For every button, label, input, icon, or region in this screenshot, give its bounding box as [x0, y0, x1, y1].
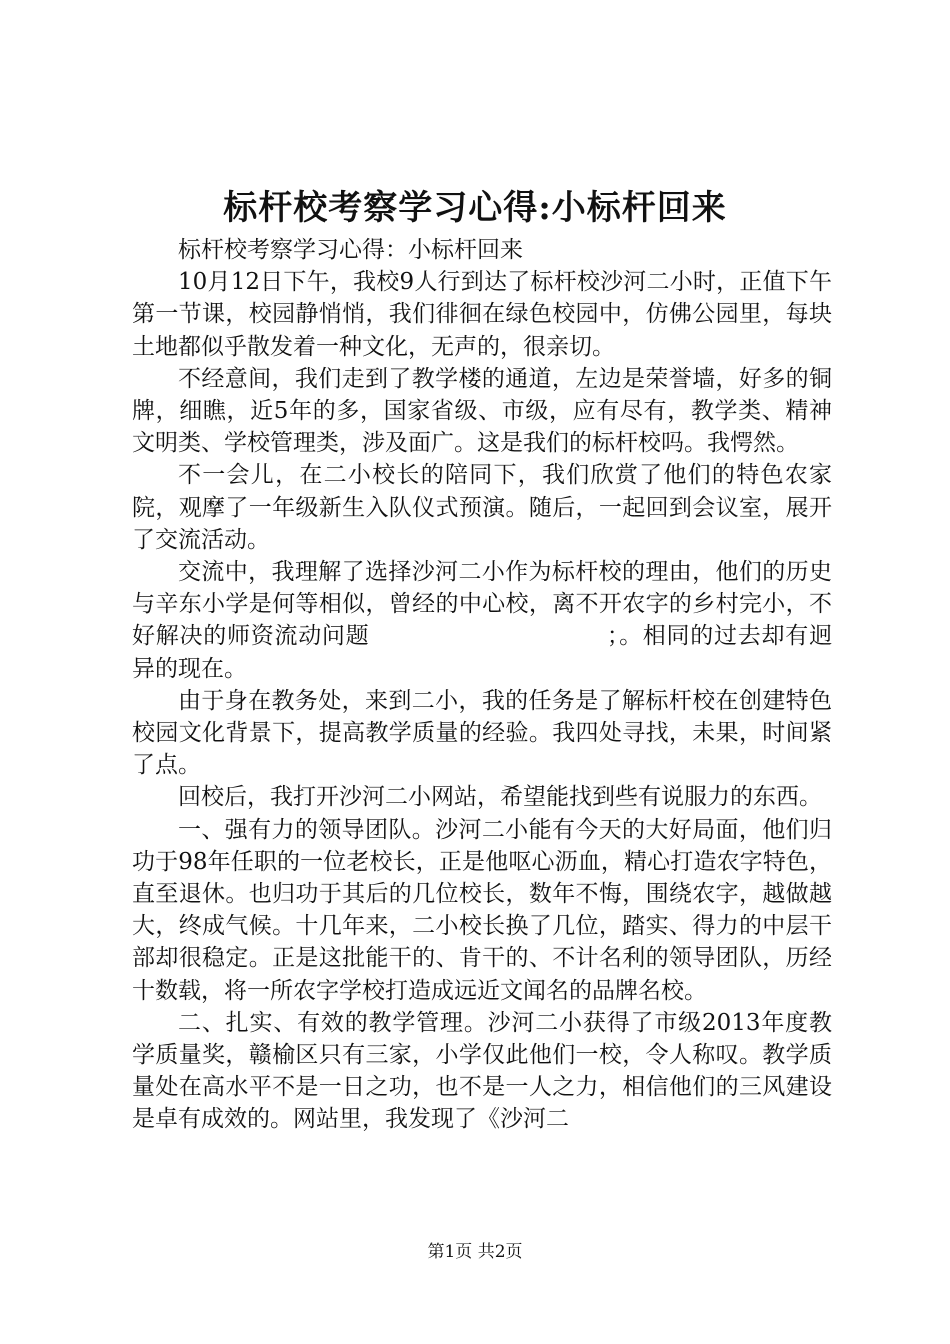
paragraph: 交流中，我理解了选择沙河二小作为标杆校的理由，他们的历史与辛东小学是何等相似，曾经的中心校，离不开农字的乡村完小，不好解决的师资流动问题 ；。相同的过去却有迥异的现在。 [132, 559, 832, 682]
document-body [132, 234, 832, 1136]
paragraph: 回校后，我打开沙河二小网站，希望能找到些有说服力的东西。 [178, 784, 822, 811]
page-footer: 第1页 共2页 [427, 1242, 523, 1262]
paragraph: 二、扎实、有效的教学管理。沙河二小获得了市级2013年度教学质量奖，赣榆区只有三家，小学仅此他们一校，令人称叹。教学质量处在高水平不是一日之功，也不是一人之力，相信他们的三风建设是卓有成效的。网站里，我发现了《沙河二 [132, 1009, 832, 1133]
paragraph-subtitle: 标杆校考察学习心得：小标杆回来 [178, 237, 523, 263]
paragraph: 一、强有力的领导团队。沙河二小能有今天的大好局面，他们归功于98年任职的一位老校长，正是他呕心沥血，精心打造农字特色，直至退休。也归功于其后的几位校长，数年不悔，围绕农字，越做越大，终成气候。十几年来，二小校长换了几位，踏实、得力的中层干部却很稳定。正是这批能干的、肯干的、不计名利的领导团队，历经十数载，将一所农字学校打造成远近文闻名的品牌名校。 [132, 816, 832, 1004]
document-title: 标杆校考察学习心得:小标杆回来 [223, 188, 727, 228]
paragraph: 不一会儿，在二小校长的陪同下，我们欣赏了他们的特色农家院，观摩了一年级新生入队仪式预演。随后，一起回到会议室，展开了交流活动。 [132, 462, 832, 553]
paragraph: 10月12日下午，我校9人行到达了标杆校沙河二小时，正值下午第一节课，校园静悄悄，我们徘徊在绿色校园中，仿佛公园里，每块土地都似乎散发着一种文化，无声的，很亲切。 [132, 269, 832, 360]
paragraph: 由于身在教务处，来到二小，我的任务是了解标杆校在创建特色校园文化背景下，提高教学质量的经验。我四处寻找，未果，时间紧了点。 [132, 687, 832, 779]
paragraph: 不经意间，我们走到了教学楼的通道，左边是荣誉墙，好多的铜牌，细瞧，近5年的多，国家省级、市级，应有尽有，教学类、精神文明类、学校管理类，涉及面广。这是我们的标杆校吗。我愕然。 [132, 365, 832, 457]
